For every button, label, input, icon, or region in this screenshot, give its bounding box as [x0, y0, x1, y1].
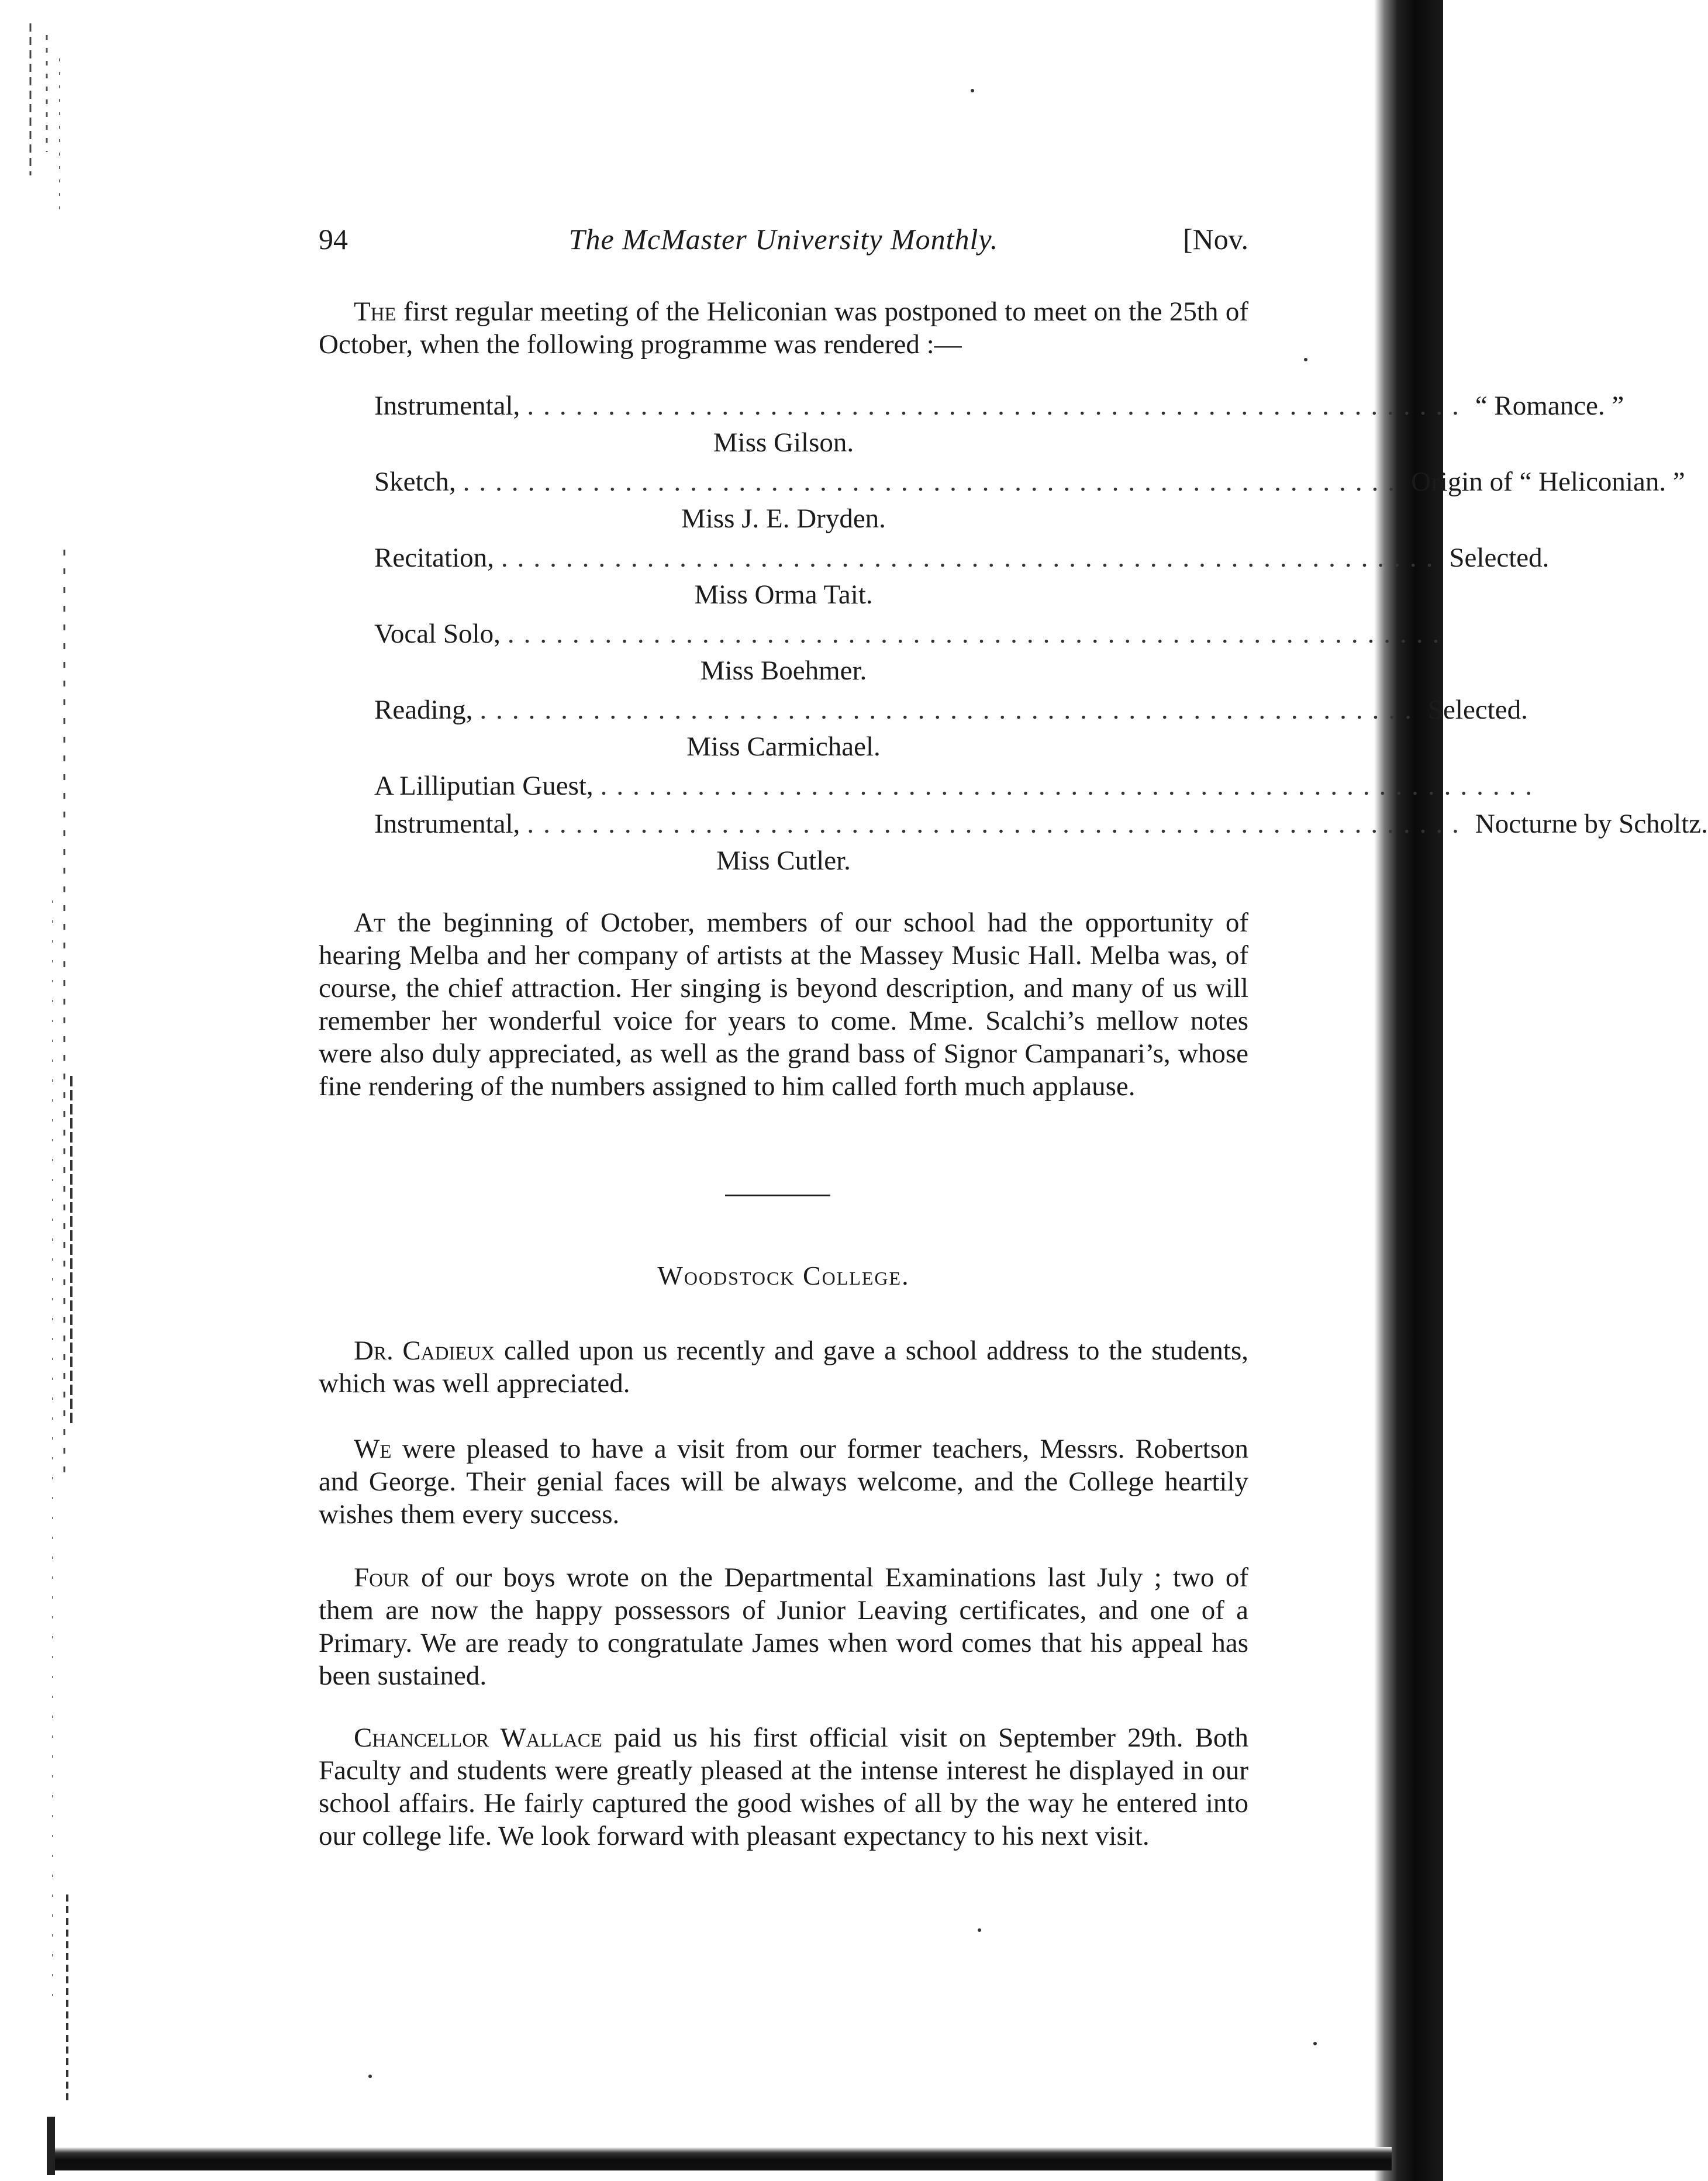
- lead-word: The: [354, 296, 396, 327]
- programme-item-title: Selected.: [1449, 543, 1550, 573]
- lead-word: We: [354, 1434, 392, 1464]
- dot-leader: ..........................................................: [463, 467, 1405, 497]
- scan-speck: [1313, 2042, 1317, 2045]
- woodstock-paragraph: [319, 1561, 1248, 1692]
- programme-item: [374, 770, 1542, 805]
- programme-item: [374, 694, 1528, 729]
- dot-leader: ..........................................................: [527, 391, 1468, 421]
- programme-item-name: A Lilliputian Guest,: [374, 771, 594, 801]
- programme-performer: Miss Gilson.: [713, 427, 854, 458]
- paragraph-text: the beginning of October, members of our school had the opportunity of hearing Melba and her company of artists at the Massey Music Hall. Melba was, of course, the chief attraction. Her singing is beyond description, and many of us will remember her wonderful voice for years to come. Mme. Scalchi’s mellow notes were also duly appreciated, as well as the grand bass of Signor Campanari’s, whose fine rendering of the numbers assigned to him called forth much applause.: [319, 907, 1248, 1102]
- woodstock-paragraph: [319, 1721, 1248, 1852]
- lead-word: Chancellor Wallace: [354, 1723, 602, 1753]
- scan-speck: [978, 1928, 981, 1932]
- programme-item-name: Vocal Solo,: [374, 619, 501, 649]
- journal-title: The McMaster University Monthly.: [568, 223, 999, 256]
- programme-item: [374, 466, 1685, 501]
- scan-speck: [1304, 358, 1307, 361]
- programme-item-title: Origin of “ Heliconian. ”: [1411, 467, 1685, 497]
- programme-item-name: Sketch,: [374, 467, 456, 497]
- programme-performer: Miss Cutler.: [716, 846, 851, 876]
- lead-word: At: [354, 907, 386, 938]
- dot-leader: ..........................................................: [600, 771, 1542, 801]
- lead-word: Four: [354, 1562, 410, 1593]
- paragraph-text: called upon us recently and gave a school address to the students, which was well appreciated.: [319, 1335, 1249, 1399]
- paragraph-text: paid us his first official visit on September 29th. Both Faculty and students were greatly pleased at the intense interest he displayed in our school affairs. He fairly captured the good wishes of all by the way he entered into our college life. We look forward with pleasant expectancy to his next visit.: [319, 1723, 1248, 1851]
- melba-paragraph: [319, 906, 1248, 1103]
- running-head: [319, 222, 1248, 269]
- paragraph-text: of our boys wrote on the Departmental Examinations last July ; two of them are now the happy possessors of Junior Leaving certificates, and one of a Primary. We are ready to congratulate James when word comes that his appeal has been sustained.: [319, 1562, 1248, 1691]
- programme-item-name: Instrumental,: [374, 809, 520, 839]
- dot-leader: ..........................................................: [501, 543, 1443, 573]
- programme-item: [374, 542, 1550, 577]
- programme-item-name: Reading,: [374, 695, 473, 725]
- paragraph-text: first regular meeting of the Heliconian was postponed to meet on the 25th of October, when the following programme was rendered :—: [319, 296, 1248, 360]
- programme-performer: Miss Orma Tait.: [694, 579, 873, 610]
- paragraph-text: were pleased to have a visit from our former teachers, Messrs. Robertson and George. Their genial faces will be always welcome, and the College heartily wishes them every success.: [319, 1434, 1248, 1530]
- dot-leader: ..........................................................: [507, 619, 1449, 649]
- woodstock-paragraph: [319, 1334, 1248, 1400]
- programme-item-title: Selected.: [1427, 695, 1528, 725]
- scan-corner-mark: [47, 2117, 55, 2175]
- scan-bottom-edge: [47, 2147, 1392, 2170]
- programme-performer: Miss Boehmer.: [700, 655, 867, 686]
- scan-edge-shadow: [1374, 0, 1443, 2181]
- programme-performer: Miss Carmichael.: [686, 731, 881, 762]
- dot-leader: ..........................................................: [527, 809, 1468, 839]
- programme-item-name: Instrumental,: [374, 391, 520, 421]
- lead-word: Dr. Cadieux: [354, 1335, 495, 1366]
- programme-item: [374, 390, 1624, 425]
- intro-paragraph: [319, 295, 1248, 361]
- programme-item: [374, 808, 1708, 843]
- dot-leader: ..........................................................: [479, 695, 1421, 725]
- section-heading: Woodstock College.: [657, 1261, 910, 1290]
- page-number: 94: [319, 223, 348, 256]
- issue-month: [Nov.: [1182, 223, 1248, 256]
- programme-item-name: Recitation,: [374, 543, 494, 573]
- programme-item-title: “ Romance. ”: [1475, 391, 1624, 421]
- woodstock-paragraph: [319, 1433, 1248, 1531]
- programme-performer: Miss J. E. Dryden.: [681, 503, 886, 534]
- programme-item: [374, 618, 1449, 653]
- scan-edge-speckle: [23, 23, 76, 2105]
- scan-speck: [368, 2075, 372, 2078]
- programme-item-title: Nocturne by Scholtz.: [1475, 809, 1708, 839]
- section-divider: [725, 1195, 830, 1196]
- scan-speck: [971, 89, 974, 92]
